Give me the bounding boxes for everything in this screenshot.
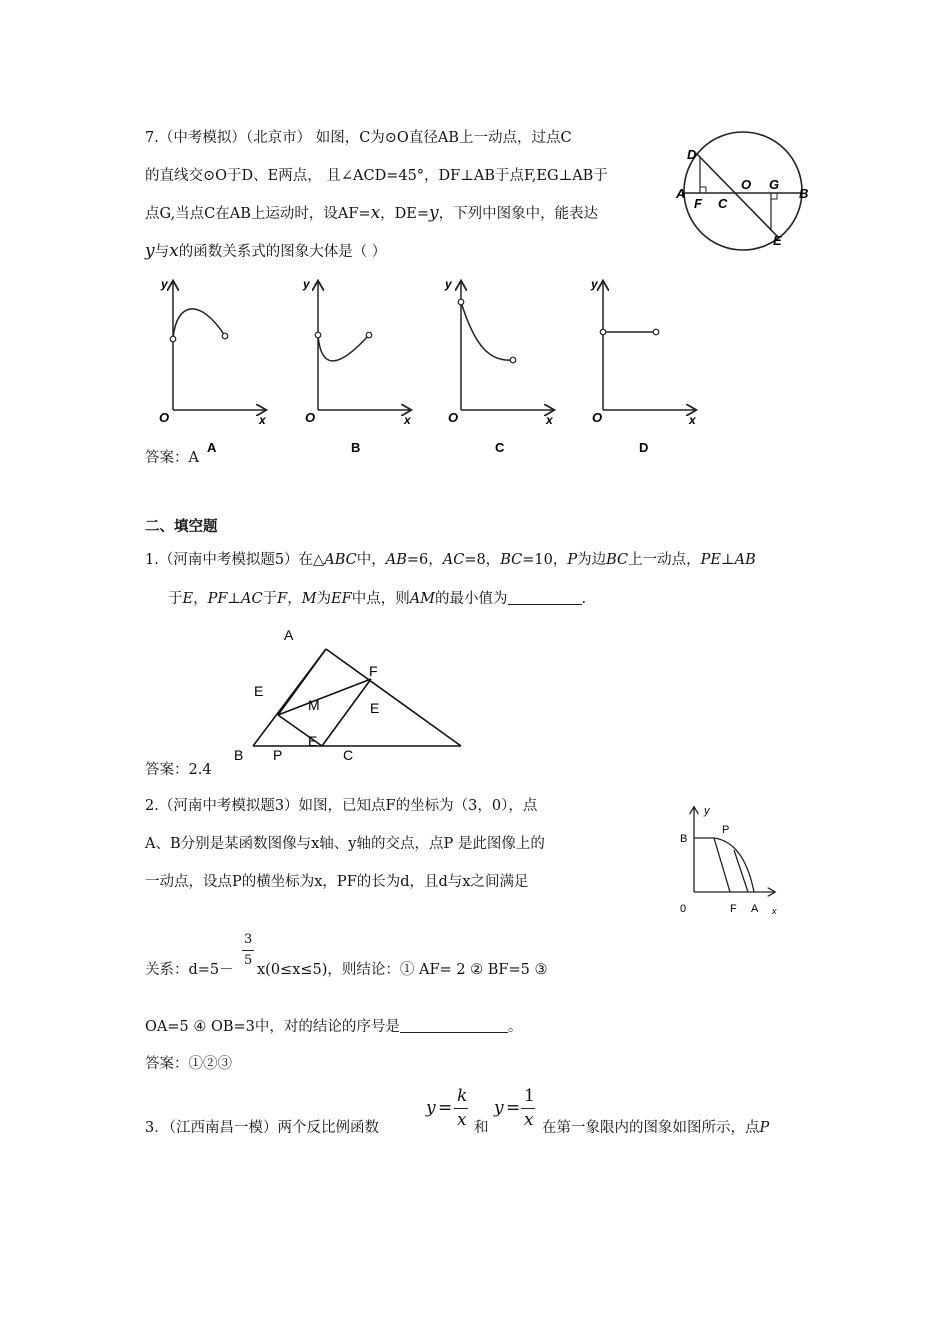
q1-line-2 bbox=[168, 589, 586, 609]
q7-label-E: E bbox=[773, 233, 782, 248]
q7-var-x2: x bbox=[169, 241, 179, 261]
q7-var-y: y bbox=[429, 203, 439, 223]
q7-answer: 答案：A bbox=[145, 450, 199, 466]
q7-label-O: O bbox=[741, 177, 752, 192]
q2-line-1: 2.（河南中考模拟题3）如图，已知点F的坐标为（3，0），点 bbox=[145, 798, 538, 814]
q1-text-13: 中点，则 bbox=[351, 591, 410, 607]
q1-text-6: 为边 bbox=[577, 552, 607, 568]
q2-label-B: B bbox=[680, 833, 688, 845]
q2-line-5 bbox=[145, 1017, 522, 1037]
q7-var-y2: y bbox=[145, 241, 155, 261]
q1-text-1: 1.（河南中考模拟题5）在△ bbox=[145, 552, 325, 568]
q7-label-G: G bbox=[769, 177, 780, 192]
q7-graph-b bbox=[302, 277, 412, 455]
q1-label-P: P bbox=[273, 747, 283, 763]
q1-text-7: 上一动点， bbox=[628, 552, 701, 568]
q1-text-14: 的最小值为 bbox=[435, 591, 508, 607]
q1-text-8: 于 bbox=[168, 591, 183, 607]
q1-text-11: ， bbox=[287, 591, 302, 607]
q2-line-5b: 。 bbox=[507, 1019, 523, 1035]
q3-f1-bar bbox=[454, 1108, 468, 1109]
q2-line-5a: OA=5 ④ OB=3中，对的结论的序号是 bbox=[145, 1019, 400, 1035]
q1-label-M: M bbox=[308, 697, 320, 713]
graph-b-caption: B bbox=[351, 440, 361, 455]
q3-f2-bar bbox=[521, 1108, 535, 1109]
graph-a-caption: A bbox=[207, 440, 217, 455]
q7-graph-d bbox=[590, 277, 697, 455]
q3-f1-num: k bbox=[457, 1086, 468, 1106]
q3-f1-eq: = bbox=[438, 1098, 453, 1118]
q2-rel-b: x(0≤x≤5)，则结论：① AF= 2 ② BF=5 ③ bbox=[257, 962, 548, 978]
q1-text-15: . bbox=[581, 591, 587, 607]
q2-label-O: 0 bbox=[680, 903, 687, 915]
q1-ac: AC bbox=[442, 552, 465, 568]
q2-label-A: A bbox=[751, 903, 759, 915]
q3-text-a: 3．（江西南昌一模）两个反比例函数 bbox=[145, 1120, 379, 1136]
q7-line-4a: 与 bbox=[154, 244, 170, 260]
graph-d-x-label: x bbox=[689, 413, 696, 427]
q3-formula-1 bbox=[426, 1086, 476, 1136]
graph-d-caption: D bbox=[639, 440, 649, 455]
q7-label-B: B bbox=[799, 186, 809, 201]
q3-f2-y: y bbox=[494, 1098, 504, 1118]
q1-triangle-figure bbox=[230, 622, 470, 767]
q1-ef: EF bbox=[331, 591, 352, 607]
graph-b-y-label: y bbox=[303, 277, 310, 291]
q2-label-y: y bbox=[704, 805, 710, 817]
q2-figure bbox=[674, 800, 789, 920]
q3-text-c: 在第一象限内的图象如图所示，点 bbox=[542, 1120, 760, 1136]
q3-text-b: 和 bbox=[474, 1120, 489, 1136]
q2-label-x: x bbox=[772, 906, 777, 916]
q7-label-A: A bbox=[676, 186, 686, 201]
q3-f1-y: y bbox=[426, 1098, 436, 1118]
q1-pe-ab: PE⊥AB bbox=[700, 552, 756, 568]
q7-line-4 bbox=[145, 241, 386, 262]
q3-f2-den: x bbox=[524, 1110, 534, 1130]
q1-label-E1: E bbox=[254, 683, 264, 699]
q2-label-F: F bbox=[730, 903, 737, 915]
q1-am: AM bbox=[409, 591, 436, 607]
q3-f2-eq: = bbox=[506, 1098, 521, 1118]
q1-abc: ABC bbox=[324, 552, 357, 568]
q7-line-2: 的直线交⊙O于D、E两点， 且∠ACD=45°，DF⊥AB于点F,EG⊥AB于 bbox=[145, 168, 608, 184]
q7-label-C: C bbox=[718, 196, 728, 211]
q7-label-F: F bbox=[694, 196, 702, 211]
graph-c-x-label: x bbox=[546, 413, 553, 427]
q1-m: M bbox=[301, 591, 317, 607]
graph-d-y-label: y bbox=[591, 277, 598, 291]
graph-b-origin: O bbox=[305, 410, 316, 425]
q1-ab: AB bbox=[385, 552, 407, 568]
q1-text-12: 为 bbox=[316, 591, 332, 607]
q7-line-4b: 的函数关系式的图象大体是（ ） bbox=[178, 244, 387, 260]
q7-label-D: D bbox=[687, 147, 697, 162]
q3-p: P bbox=[759, 1120, 770, 1136]
q1-pf-ac: PF⊥AC bbox=[207, 591, 263, 607]
q1-e: E bbox=[182, 591, 194, 607]
q1-f: F bbox=[277, 591, 288, 607]
q1-text-3: =6， bbox=[406, 552, 443, 568]
q1-label-E3: E bbox=[308, 733, 318, 749]
q2-frac-den: 5 bbox=[244, 953, 253, 968]
q3-text-c-line bbox=[542, 1118, 769, 1138]
q7-circle-figure bbox=[674, 132, 814, 252]
q3-f1-den: x bbox=[457, 1110, 467, 1130]
q1-label-B: B bbox=[234, 747, 244, 763]
q1-answer: 答案：2.4 bbox=[145, 762, 212, 778]
q3-f2-num: 1 bbox=[524, 1086, 535, 1106]
q7-graph-c bbox=[444, 277, 554, 455]
graph-a-origin: O bbox=[159, 410, 170, 425]
q7-graph-a bbox=[159, 277, 267, 455]
q2-line-2: A、B分别是某函数图像与x轴、y轴的交点，点P 是此图像上的 bbox=[145, 836, 545, 852]
q1-text-4: =8， bbox=[464, 552, 501, 568]
q1-line-1 bbox=[145, 550, 756, 570]
graph-c-origin: O bbox=[448, 410, 459, 425]
q2-line-3: 一动点，设点P的横坐标为x，PF的长为d，且d与x之间满足 bbox=[145, 874, 529, 890]
q1-label-A: A bbox=[284, 627, 294, 643]
graph-d-origin: O bbox=[592, 410, 603, 425]
q7-line-3a: 点G,当点C在AB上运动时，设AF= bbox=[145, 206, 371, 222]
q1-text-10: 于 bbox=[262, 591, 278, 607]
q7-line-3 bbox=[145, 203, 598, 224]
graph-a-x-label: x bbox=[259, 413, 266, 427]
q1-label-E2: E bbox=[370, 700, 380, 716]
q2-answer-blank[interactable] bbox=[400, 1018, 508, 1033]
q1-bc2: BC bbox=[606, 552, 629, 568]
graph-c-caption: C bbox=[495, 440, 505, 455]
q1-bc: BC bbox=[500, 552, 523, 568]
q2-answer: 答案：①②③ bbox=[145, 1056, 232, 1072]
q7-line-1: 7.（中考模拟）（北京市） 如图，C为⊙O直径AB上一动点，过点C bbox=[145, 130, 572, 146]
q1-text-9: ， bbox=[193, 591, 208, 607]
q2-label-P: P bbox=[722, 824, 730, 836]
graph-c-y-label: y bbox=[445, 277, 452, 291]
q1-text-2: 中， bbox=[356, 552, 386, 568]
q2-rel-a: 关系：d=5－ bbox=[145, 962, 234, 978]
q1-p: P bbox=[567, 552, 578, 568]
q1-label-C: C bbox=[343, 747, 354, 763]
q1-label-F: F bbox=[369, 663, 378, 679]
graph-a-y-label: y bbox=[161, 277, 168, 291]
q2-frac-num: 3 bbox=[244, 932, 253, 947]
q1-text-5: =10， bbox=[522, 552, 568, 568]
q7-var-x: x bbox=[370, 203, 381, 223]
q7-line-3b: ，DE= bbox=[380, 206, 430, 222]
section-title: 二、填空题 bbox=[145, 518, 218, 535]
q3-formula-2 bbox=[494, 1086, 544, 1136]
q2-relation bbox=[145, 960, 234, 980]
q7-line-3c: ，下列中图象中，能表达 bbox=[438, 206, 599, 222]
graph-b-x-label: x bbox=[404, 413, 411, 427]
q1-answer-blank[interactable] bbox=[508, 590, 582, 605]
q7-option-graphs bbox=[145, 272, 715, 462]
